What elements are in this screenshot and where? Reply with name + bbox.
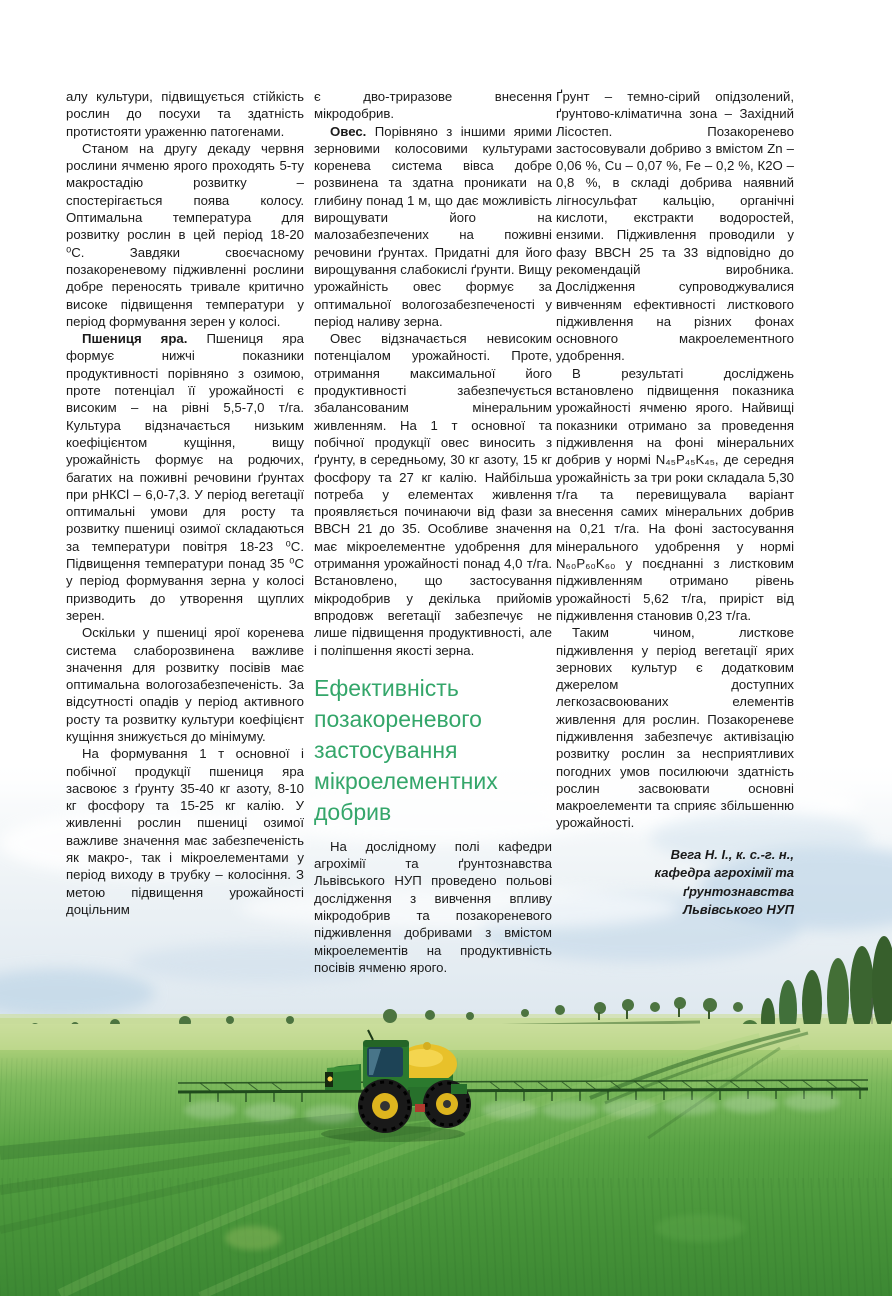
paragraph-lead: Пшениця яра.	[82, 331, 207, 347]
paragraph: На формування 1 т основної і побічної продукції пшениця яра засвоює з ґрунту 35-40 кг азоту, 8-10 кг фосфору та 15-25 кг калію. У живленні рослин пшениці озимої важливе значення має забезпеченість як макро-, так і мікроелементами у період виходу в трубку – колосіння. З метою підвищення урожайності доцільним	[66, 746, 304, 917]
paragraph: На дослідному полі кафедри агрохімії та ґрунтознавства Львівського НУП проведено польові дослідження з вивчення впливу мікродобрив та позакореневого підживлення добривами з вмістом мікроелементів на продуктивність посівів ячменю ярого.	[314, 838, 552, 975]
paragraph: В результаті досліджень встановлено підвищення показника урожайності ячменю ярого. Найвищі показники отримано за проведення підживлення на фоні мінеральних добрив у нормі N₄₅P₄₅K₄₅, де середня урожайність за три роки складала 5,30 т/га та перевищувала варіант внесення самих мінеральних добрив на 0,21 т/га. На фоні застосування мінерального удобрення у нормі N₆₀P₆₀K₆₀ у поєднанні з листковим підживленням отримано рівень урожайності 5,62 т/га, приріст від підживлення становив 0,23 т/га.	[556, 365, 794, 623]
author-line: Вега Н. І., к. с.-г. н.,	[670, 846, 794, 862]
rear-marker	[415, 1104, 425, 1112]
paragraph: Овес. Порівняно з іншими ярими зерновими колосовими культурами коренева система вівса добре розвинена та здатна проникати на глибину понад 1 м, що дає можливість вирощувати його на малозабезпечених на поживні речовини ґрунтах. Придатні для його вирощування слабокислі ґрунти. Вищу урожайність овес формує за оптимальної вологозабезпеченості у період наливу зерна.	[314, 123, 553, 329]
paragraph: є дво-триразове внесення мікродобрив.	[314, 89, 552, 122]
paragraph: Ґрунт – темно-сірий опідзолений, ґрунтово-кліматична зона – Західний Лісостеп. Позакоренево застосовували добриво з вмістом Zn – 0,06 %, Cu – 0,07 %, Fe – 0,2 %, К2О – 0,8 %, в складі добрива наявний лігносульфат кальцію, органічні кислоти, екстракти водоростей, ензими. Підживлення проводили у фазу ВВСН 25 та 33 відповідно до рекомендацій виробника. Дослідження супроводжувалися вивченням ефективності листкового підживлення на різних фонах основного макроелементного удобрення.	[556, 89, 794, 364]
paragraph: Пшениця яра. Пшениця яра формує нижчі показники продуктивності порівняно з озимою, проте потенціал її урожайності є високим – на рівні 5,5-7,0 т/га. Культура відзначається низьким коефіцієнтом кущіння, вищу урожайність формує на родючих, багатих на поживні речовини ґрунтах при рНКСl – 6,0-7,3. У період вегетації оптимальні умови для росту та розвитку пшениці озимої складаються за температури повітря 18-23 ⁰С. Підвищення температури понад 35 ⁰С у період формування зерна у колосі призводить до утворення щуплих зерен.	[66, 331, 304, 623]
paragraph: Овес відзначається невисоким потенціалом урожайності. Проте, отримання максимальної його продуктивності забезпечується збалансованим мінеральним живленням. На 1 т основної та побічної продукції овес виносить з ґрунту, в середньому, 30 кг азоту, 15 кг фосфору та 27 кг калію. Найбільша потреба у елементах живлення проявляється починаючи від фази за ВВСН 21 до 35. Особливе значення має мікроелементне удобрення для отримання урожайності понад 4,0 т/га. Встановлено, що застосування мікродобрив у декілька прийомів впродовж вегетації забезпечує не лише підвищення продуктивності, але і поліпшення якості зерна.	[314, 331, 552, 658]
text-column-2	[314, 88, 552, 976]
paragraph-lead: Овес.	[330, 123, 375, 139]
paragraph: Оскільки у пшениці ярої коренева система слаборозвинена важливе значення для розвитку посівів має оптимальна вологозабезпеченість. За відсутності опадів у період активного росту та розвитку культури коефіцієнт кущіння знижується до мінімуму.	[66, 625, 304, 744]
author-line: кафедра агрохімії та ґрунтознавства	[654, 865, 794, 899]
paragraph: алу культури, підвищується стійкість рослин до посухи та здатність протистояти ураженню патогенами.	[66, 89, 304, 139]
text-column-3	[556, 88, 794, 920]
text-column-1	[66, 88, 304, 918]
author-credit	[556, 846, 794, 920]
author-line: Львівського НУП	[683, 902, 794, 918]
section-heading: Ефективність позакореневого застосування мікроелементних добрив	[314, 674, 498, 825]
paragraph: Таким чином, листкове підживлення у період вегетації ярих зернових культур є додатковим джерелом доступних легкозасвоюваних елементів живлення для рослин. Позакореневе підживлення забезпечує активізацію розвитку рослин за несприятливих погодних умов посилюючи здатність рослин засвоювати основні макроелементи та сприяє збільшенню урожайності.	[556, 625, 794, 831]
paragraph: Станом на другу декаду червня рослини ячменю ярого проходять 5-ту макростадію розвитку – спостерігається поява колосу. Оптимальна температура для розвитку рослин в цей період 18-20 ⁰С. Завдяки своєчасному позакореневому підживленні рослини добре переносять тривале критично високе підвищення температури у період формування зерен у колосі.	[66, 140, 304, 329]
headlight	[328, 1077, 333, 1082]
